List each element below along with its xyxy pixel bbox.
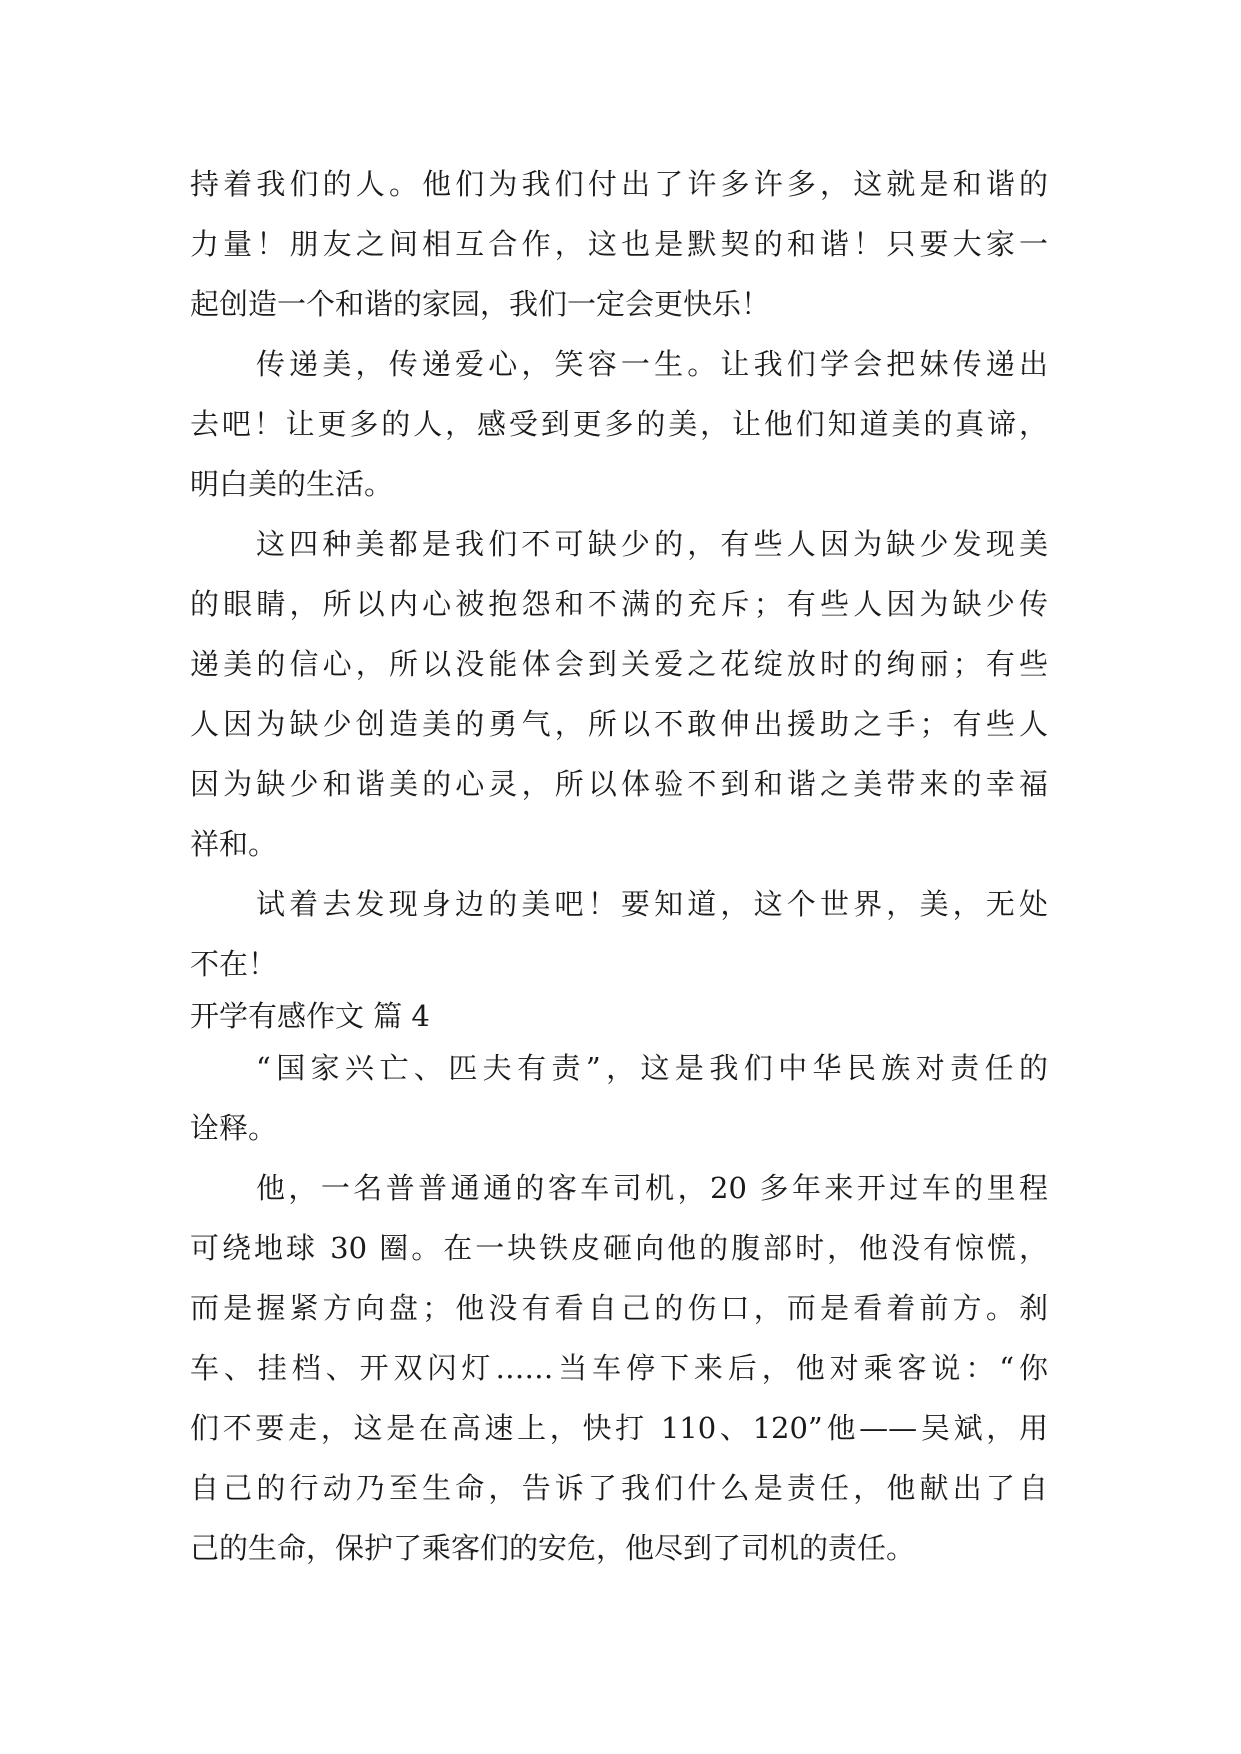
text-line: 祥和。 [190,827,278,861]
text-line: 这四种美都是我们不可缺少的，有些人因为缺少发现美 [256,527,1048,561]
text-line: 起创造一个和谐的家园，我们一定会更快乐！ [190,287,771,321]
text-line: 自己的行动乃至生命，告诉了我们什么是责任，他献出了自 [190,1471,1048,1505]
text-line: 人因为缺少创造美的勇气，所以不敢伸出援助之手；有些人 [190,707,1048,741]
text-line: 可绕地球 30 圈。在一块铁皮砸向他的腹部时，他没有惊慌， [190,1231,1048,1265]
text-line: 传递美，传递爱心，笑容一生。让我们学会把妹传递出 [256,347,1048,381]
text-line: 力量！朋友之间相互合作，这也是默契的和谐！只要大家一 [190,227,1048,261]
text-line: “国家兴亡、匹夫有责”，这是我们中华民族对责任的 [256,1051,1048,1085]
section-heading: 开学有感作文 篇 4 [190,999,430,1033]
text-line: 他，一名普普通通的客车司机，20 多年来开过车的里程 [256,1171,1048,1205]
text-line: 递美的信心，所以没能体会到关爱之花绽放时的绚丽；有些 [190,647,1048,681]
text-line: 而是握紧方向盘；他没有看自己的伤口，而是看着前方。刹 [190,1291,1048,1325]
text-line: 持着我们的人。他们为我们付出了许多许多，这就是和谐的 [190,167,1048,201]
text-line: 己的生命，保护了乘客们的安危，他尽到了司机的责任。 [190,1531,916,1565]
text-line: 不在！ [190,947,278,981]
text-line: 因为缺少和谐美的心灵，所以体验不到和谐之美带来的幸福 [190,767,1048,801]
text-line: 去吧！让更多的人，感受到更多的美，让他们知道美的真谛， [190,407,1048,441]
text-line: 明白美的生活。 [190,467,394,501]
text-line: 车、挂档、开双闪灯……当车停下来后，他对乘客说：“你 [190,1351,1048,1385]
text-line: 诠释。 [190,1111,278,1145]
text-line: 的眼睛，所以内心被抱怨和不满的充斥；有些人因为缺少传 [190,587,1048,621]
text-line: 试着去发现身边的美吧！要知道，这个世界，美，无处 [256,887,1048,921]
text-line: 们不要走，这是在高速上，快打 110、120”他——吴斌，用 [190,1411,1048,1445]
